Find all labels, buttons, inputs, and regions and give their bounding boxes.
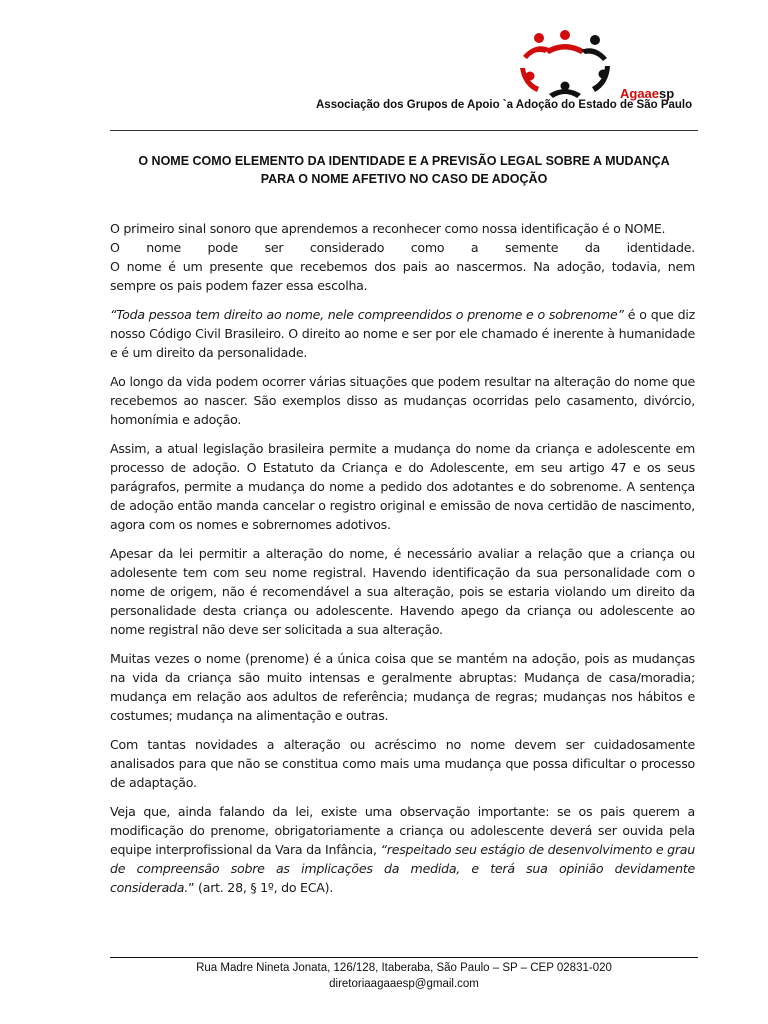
paragraph-7: Com tantas novidades a alteração ou acréscimo no nome devem ser cuidadosamente analisados para que não se constitua como mais uma mudança que possa dificultar o processo de adaptação. [110, 737, 695, 790]
paragraph-1-line-2: O nome pode ser considerado como a semente da identidade. [110, 240, 695, 255]
people-circle-logo-icon [515, 28, 615, 98]
paragraph-8 [110, 802, 695, 897]
paragraph-1-line-1: O primeiro sinal sonoro que aprendemos a reconhecer como nossa identificação é o NOME. [110, 221, 666, 236]
eca-quote: “respeitado seu estágio de desenvolvimento e grau de compreensão sobre as implicações da medida, e terá sua opinião devidamente considerada. [110, 842, 696, 895]
footer [110, 960, 698, 992]
paragraph-6: Muitas vezes o nome (prenome) é a única coisa que se mantém na adoção, pois as mudanças na vida da criança são muito intensas e geralmente abruptas: Mudança de casa/moradia; mudança em relação aos adultos de referência; mudança de regras; mudanças nos hábitos e costumes; mudança na alimentação e outras. [110, 651, 695, 723]
footer-address: Rua Madre Nineta Jonata, 126/128, Itaberaba, São Paulo – SP – CEP 02831-020 [196, 962, 612, 974]
paragraph-3: Ao longo da vida podem ocorrer várias situações que podem resultar na alteração do nome que recebemos ao nascer. São exemplos disso as mudanças ocorridas pelo casamento, divórcio, homonímia e adoção. [110, 374, 695, 427]
document-title [110, 152, 698, 188]
header-divider [110, 130, 698, 131]
footer-divider [110, 957, 698, 958]
paragraph-1-line-3: O nome é um presente que recebemos dos pais ao nascermos. Na adoção, todavia, nem sempre os pais podem fazer essa escolha. [110, 259, 695, 293]
org-abbr-red: Agaae [620, 86, 660, 101]
paragraph-4: Assim, a atual legislação brasileira permite a mudança do nome da criança e adolescente em processo de adoção. O Estatuto da Criança e do Adolescente, em seu artigo 47 e os seus parágrafos, permite a mudança do nome a pedido dos adotantes e do sobrenome. A sentença de adoção então manda cancelar o registro original e emissão de nova certidão de nascimento, agora com os nomes e sobrernomes adotivos. [110, 441, 695, 532]
paragraph-1 [110, 219, 695, 295]
footer-email: diretoriaagaaesp@gmail.com [329, 978, 479, 990]
paragraph-2-text: é o que diz nosso Código Civil Brasileiro. O direito ao nome e ser por ele chamado é inerente à humanidade e é um direito da personalidade. [110, 307, 695, 360]
org-name: Associação dos Grupos de Apoio `a Adoção do Estado de São Paulo [316, 99, 693, 111]
paragraph-5: Apesar da lei permitir a alteração do nome, é necessário avaliar a relação que a criança ou adolesente tem com seu nome registral. Havendo identificação da sua personalidade com o nome de origem, não é recomendável a sua alteração, pois se estaria violando um direito da personalidade desta criança ou adolescente. Havendo apego da criança ou adolescente ao nome registral não deve ser solicitada a sua alteração. [110, 546, 695, 637]
title-line-2: PARA O NOME AFETIVO NO CASO DE ADOÇÃO [260, 172, 548, 186]
paragraph-2 [110, 305, 695, 362]
paragraph-8-text: Veja que, ainda falando da lei, existe uma observação importante: se os pais querem a modificação do prenome, obrigatoriamente a criança ou adolescente deverá ser ouvida pela equipe interprofissional da Vara da Infância, [110, 804, 695, 857]
civil-code-quote: “Toda pessoa tem direito ao nome, nele compreendidos o prenome e o sobrenome” [110, 307, 624, 322]
title-line-1: O NOME COMO ELEMENTO DA IDENTIDADE E A PREVISÃO LEGAL SOBRE A MUDANÇA [138, 154, 670, 168]
letterhead [0, 0, 768, 130]
document-body [110, 219, 695, 907]
paragraph-8-citation: ” (art. 28, § 1º, do ECA). [188, 880, 334, 895]
org-abbr-black: sp [659, 86, 675, 101]
